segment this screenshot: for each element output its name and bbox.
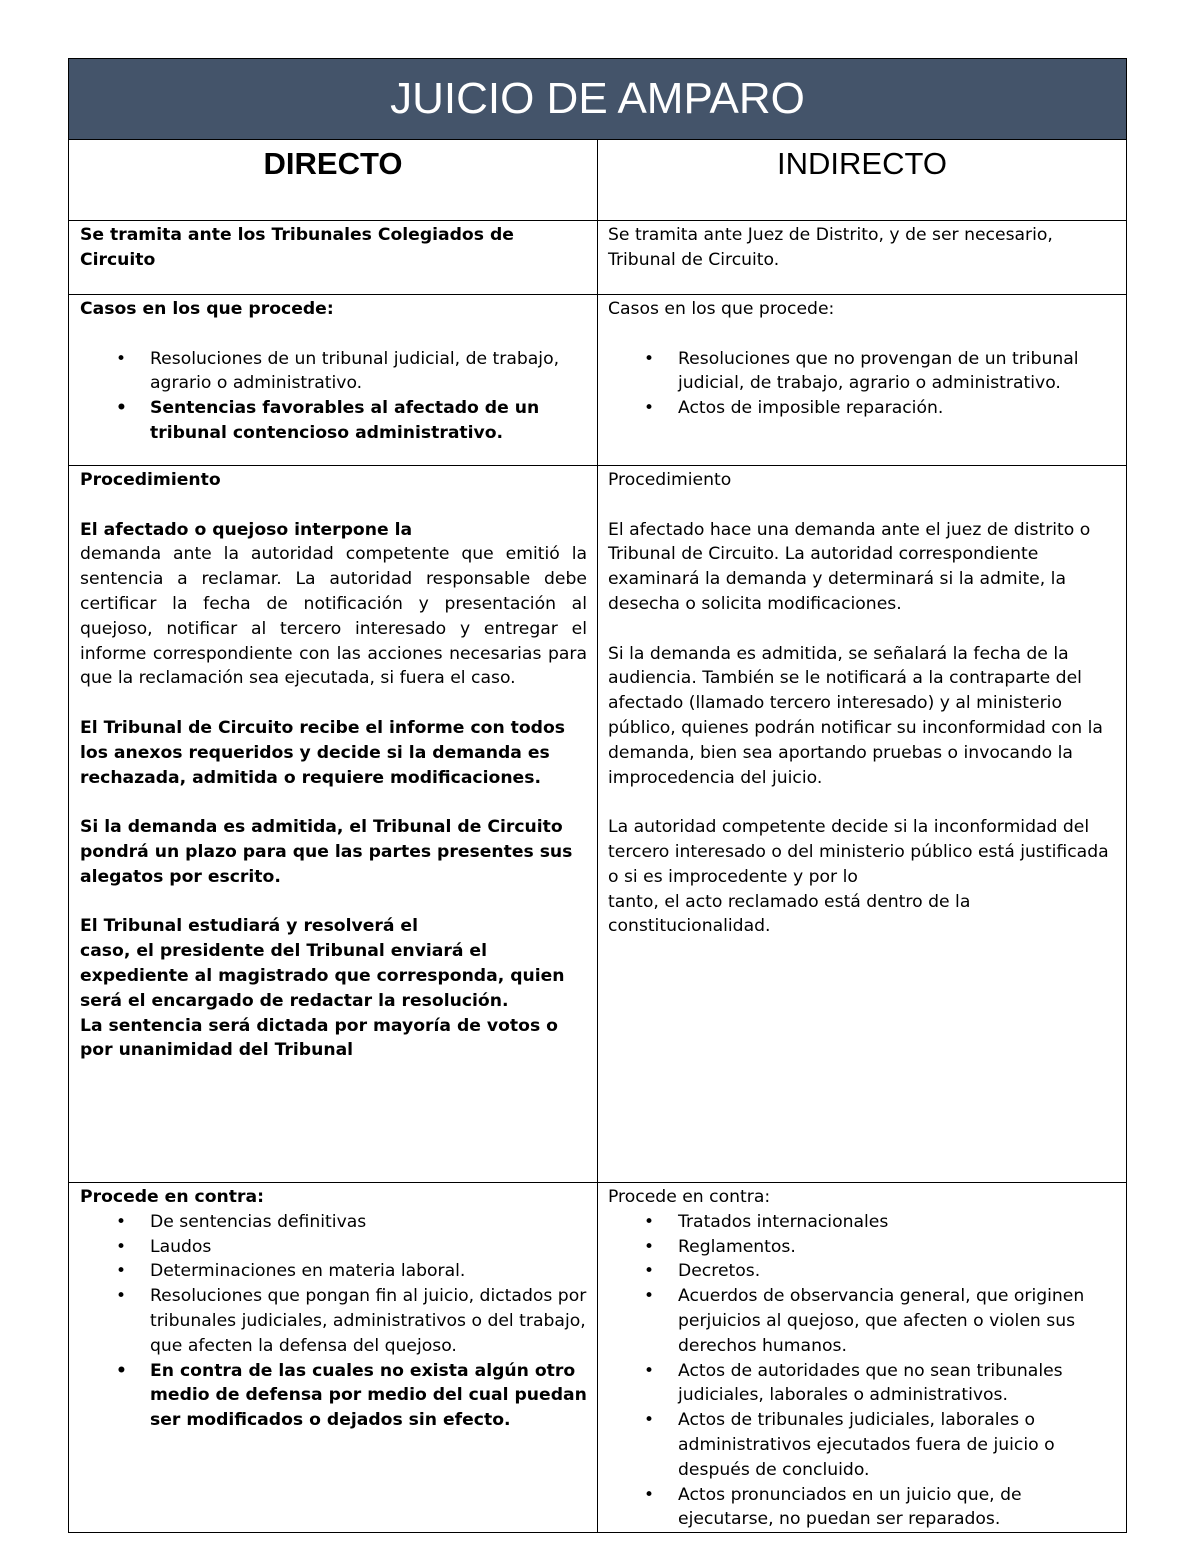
procedimiento-directo-p3: Si la demanda es admitida, el Tribunal de Circuito pondrá un plazo para que las partes presentes sus alegatos por escrito. [80, 817, 573, 887]
list-item: • En contra de las cuales no exista algún otro medio de defensa por medio del cual puedan ser modificados o dejados sin efecto. [150, 1359, 587, 1433]
casos-indirecto-heading: Casos en los que procede: [608, 299, 835, 319]
list-item: • Resoluciones que no provengan de un tribunal judicial, de trabajo, agrario o administrativo. [678, 347, 1112, 397]
tramite-directo: Se tramita ante los Tribunales Colegiados de Circuito [69, 221, 598, 295]
procedimiento-indirecto-p1a: El afectado hace una demanda ante el juez de distrito o Tribunal de Circuito. La autoridad correspondiente [608, 519, 1091, 565]
amparo-table [68, 58, 1127, 1533]
procede-directo-list [80, 1210, 587, 1433]
procedimiento-directo-p2: El Tribunal de Circuito recibe el informe con todos los anexos requeridos y decide si la demanda es rechazada, admitida o requiere modificaciones. [80, 717, 566, 788]
procedimiento-directo-p1-lead: El afectado o quejoso interpone la [80, 519, 413, 540]
column-header-directo: DIRECTO [69, 140, 598, 221]
procedimiento-directo-p1: demanda ante la autoridad competente que emitió la sentencia a reclamar. La autoridad responsable debe certificar la fecha de notificación y presentación al quejoso, notificar al tercero interesado y entregar el informe correspondiente con las acciones necesarias para que la reclamación sea ejecutada, si fuera el caso. [80, 544, 587, 689]
procedimiento-indirecto-p1b: examinará la demanda y determinará si la admite, la desecha o solicita modificaciones. [608, 569, 1066, 614]
list-item: • Resoluciones de un tribunal judicial, de trabajo, agrario o administrativo. [150, 347, 587, 397]
list-item: • Reglamentos. [678, 1235, 1112, 1260]
procede-indirecto-cell [598, 1183, 1127, 1533]
procede-directo-heading: Procede en contra: [80, 1187, 264, 1207]
procedimiento-directo-p4b: caso, el presidente del Tribunal enviará el expediente al magistrado que corresponda, quien será el encargado de redactar la resolución. [80, 941, 565, 1011]
amparo-document [68, 58, 1126, 1533]
procedimiento-directo-p4a: El Tribunal estudiará y resolverá el [80, 916, 418, 937]
procedimiento-indirecto-heading: Procedimiento [608, 470, 732, 490]
casos-directo-list [80, 347, 587, 446]
casos-indirecto-cell [598, 295, 1127, 466]
list-item: • Actos de tribunales judiciales, laborales o administrativos ejecutados fuera de juicio o después de concluido. [678, 1408, 1112, 1482]
procedimiento-directo-cell [69, 466, 598, 1183]
list-item: • Sentencias favorables al afectado de un tribunal contencioso administrativo. [150, 396, 587, 446]
procedimiento-indirecto-p3b: tanto, el acto reclamado está dentro de la constitucionalidad. [608, 891, 971, 937]
list-item: • Determinaciones en materia laboral. [150, 1259, 587, 1284]
table-title [69, 59, 1127, 140]
procedimiento-indirecto-p3a: La autoridad competente decide si la inconformidad del tercero interesado o del ministerio público está justificada o si es improcedente y por lo [608, 817, 1109, 887]
list-item: • Actos de imposible reparación. [678, 396, 1112, 421]
procedimiento-indirecto-cell [598, 466, 1127, 1183]
title-text: JUICIO DE AMPARO [390, 74, 805, 123]
procedimiento-indirecto-p2b: audiencia. También se le notificará a la contraparte del afectado (llamado tercero interesado) y al ministerio público, quienes podrán notificar su inconformidad con la demanda, bien sea aportando pruebas o invocando la improcedencia del juicio. [608, 668, 1103, 788]
casos-directo-cell [69, 295, 598, 466]
list-item: • Actos pronunciados en un juicio que, de ejecutarse, no puedan ser reparados. [678, 1483, 1112, 1533]
column-header-indirecto: INDIRECTO [598, 140, 1127, 221]
casos-directo-heading: Casos en los que procede: [80, 299, 334, 319]
procedimiento-directo-p4c: La sentencia será dictada por mayoría de votos o por unanimidad del Tribunal [80, 1015, 558, 1061]
list-item: • Actos de autoridades que no sean tribunales judiciales, laborales o administrativos. [678, 1359, 1112, 1409]
list-item: • Acuerdos de observancia general, que originen perjuicios al quejoso, que afecten o violen sus derechos humanos. [678, 1284, 1112, 1358]
procedimiento-directo-heading: Procedimiento [80, 470, 221, 490]
procede-directo-cell [69, 1183, 598, 1533]
procede-indirecto-list [608, 1210, 1112, 1532]
tramite-indirecto: Se tramita ante Juez de Distrito, y de ser necesario, Tribunal de Circuito. [598, 221, 1127, 295]
list-item: • Resoluciones que pongan fin al juicio, dictados por tribunales judiciales, administrativos o del trabajo, que afecten la defensa del quejoso. [150, 1284, 587, 1358]
list-item: • De sentencias definitivas [150, 1210, 587, 1235]
list-item: • Tratados internacionales [678, 1210, 1112, 1235]
casos-indirecto-list [608, 347, 1112, 421]
procede-indirecto-heading: Procede en contra: [608, 1187, 771, 1207]
list-item: • Laudos [150, 1235, 587, 1260]
list-item: • Decretos. [678, 1259, 1112, 1284]
procedimiento-indirecto-p2a: Si la demanda es admitida, se señalará la fecha de la [608, 643, 1069, 664]
